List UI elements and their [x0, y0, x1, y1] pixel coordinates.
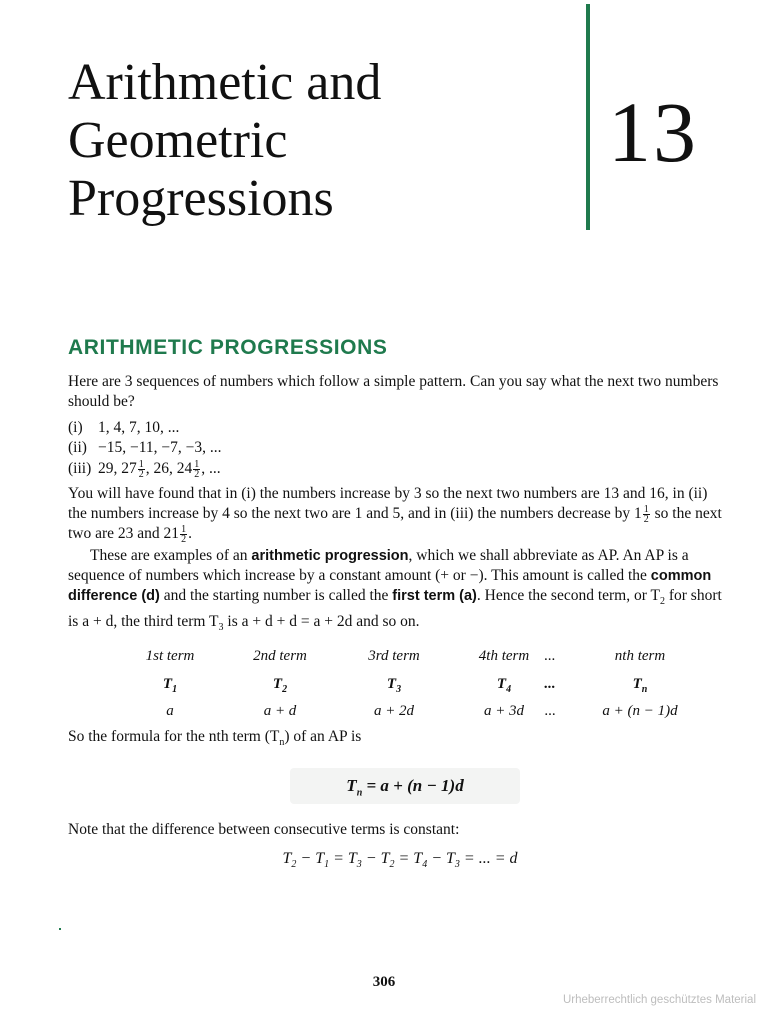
terms-header-row [100, 648, 700, 668]
subscript: 1 [172, 684, 178, 695]
formula-text: = T [329, 850, 357, 867]
formula-text: − T [427, 850, 455, 867]
fraction-denominator: 2 [194, 468, 200, 480]
sequence-label: (ii) [68, 439, 87, 456]
definition-text: and the starting number is called the [159, 587, 393, 604]
symbol-base: T [632, 676, 642, 692]
formula-text: = T [394, 850, 423, 867]
fraction-numerator: 1 [138, 458, 144, 470]
symbol-base: T [272, 676, 283, 692]
subscript: 4 [506, 684, 512, 695]
chapter-title-line-1: Arithmetic and [68, 54, 382, 111]
definition-text: , which we shall abbreviate as AP. An AP is a sequence of numbers which increase by a constant amount (+ or −). This amount is called the [68, 547, 689, 584]
terms-header: 3rd term [368, 648, 420, 664]
copyright-watermark: Urheberrechtlich geschütztes Material [562, 994, 756, 1006]
subscript: 1 [324, 859, 330, 871]
subscript: 2 [291, 859, 297, 871]
fraction-denominator: 2 [643, 513, 649, 525]
fraction-numerator: 1 [643, 503, 649, 515]
sequence-text: 1, 4, 7, 10, ... [98, 419, 180, 436]
terms-value-text: a + 3d [483, 703, 525, 719]
terms-header: 1st term [145, 648, 195, 664]
symbol-base: T [162, 676, 173, 692]
chapter-title-line-2: Geometric [68, 112, 288, 169]
symbol-base: T [386, 676, 397, 692]
terms-symbol [560, 676, 720, 695]
subscript: 2 [389, 859, 395, 871]
sequence-item [68, 438, 222, 458]
term-arithmetic-progression: arithmetic progression [251, 548, 409, 564]
definition-text: is a + d + d = a + 2d and so on. [223, 613, 420, 631]
definition-text: for short is a + d, the third term T [68, 587, 722, 631]
chapter-title-line-3: Progressions [68, 170, 334, 227]
subscript: 3 [356, 859, 362, 871]
formula-text: T [282, 850, 292, 867]
explanation-text-2: so the next two are 23 and 21 [68, 505, 722, 542]
subscript: n [279, 737, 285, 749]
terms-value-text: a + 2d [373, 703, 415, 719]
fraction [193, 460, 200, 479]
fraction [180, 525, 187, 544]
terms-value-text: a + d [263, 703, 297, 719]
stray-mark [59, 928, 61, 930]
term-first-term: first term (a) [392, 588, 477, 604]
formula-intro-text: So the formula for the nth term (T [68, 728, 280, 745]
subscript: 3 [218, 622, 224, 634]
terms-header: 2nd term [253, 648, 307, 664]
subscript: 3 [396, 684, 402, 695]
subscript: n [641, 684, 648, 695]
sequence-text: −15, −11, −7, −3, ... [98, 439, 222, 456]
definition-paragraph [68, 546, 728, 638]
terms-header: 4th term [478, 648, 530, 664]
sequence-label: (iii) [68, 460, 92, 477]
terms-value [560, 703, 720, 720]
fraction-numerator: 1 [181, 523, 187, 535]
chapter-title [68, 54, 568, 228]
fraction [643, 505, 650, 524]
formula-text: − T [361, 850, 390, 867]
subscript: n [356, 787, 363, 799]
fraction-denominator: 2 [181, 533, 187, 545]
page-number: 306 [372, 974, 396, 990]
symbol-base: ... [544, 676, 556, 692]
sequence-item [68, 459, 221, 479]
definition-text: . Hence the second term, or T [476, 587, 660, 604]
terms-symbol-row [100, 676, 700, 696]
subscript: 4 [422, 859, 428, 871]
chapter-number: 13 [608, 84, 698, 180]
nth-term-formula [290, 768, 520, 804]
symbol-base: T [496, 676, 507, 692]
difference-formula [230, 848, 570, 876]
chapter-divider-line [586, 4, 590, 230]
fraction-numerator: 1 [194, 458, 200, 470]
subscript: 2 [659, 596, 665, 608]
explanation-paragraph [68, 484, 728, 544]
formula-text: − T [296, 850, 325, 867]
subscript: 2 [282, 684, 288, 695]
term-common-difference: common difference (d) [68, 568, 712, 604]
sequence-text-start: 29, 27 [98, 460, 137, 477]
note-paragraph: Note that the difference between consecutive terms is constant: [68, 821, 460, 838]
fraction-denominator: 2 [138, 468, 144, 480]
explanation-text-1: You will have found that in (i) the numbers increase by 3 so the next two numbers are 13 and 16, in (ii) the numbers increase by 4 so the next two are 1 and 5, and in (iii) the numbers decrease by 1 [68, 485, 708, 522]
terms-header: ... [544, 648, 556, 664]
formula-text: = ... = d [459, 850, 518, 867]
sequence-text-middle: , 26, 24 [145, 460, 193, 477]
terms-value-row [100, 703, 700, 723]
formula-text: T [346, 776, 357, 795]
terms-value: ... [544, 703, 556, 719]
formula-intro [68, 727, 728, 753]
explanation-text-3: . [188, 525, 192, 542]
section-heading: ARITHMETIC PROGRESSIONS [68, 336, 388, 359]
definition-text: These are examples of an [90, 547, 252, 564]
fraction [138, 460, 145, 479]
formula-text: = a + (n − 1)d [362, 776, 464, 795]
sequence-label: (i) [68, 419, 83, 436]
terms-header: nth term [614, 648, 666, 664]
terms-value-text: a + (n − 1)d [602, 703, 678, 719]
intro-paragraph: Here are 3 sequences of numbers which follow a simple pattern. Can you say what the next two numbers should be? [68, 373, 719, 410]
sequence-item [68, 418, 179, 438]
terms-value-text: a [166, 703, 174, 719]
subscript: 3 [454, 859, 460, 871]
formula-intro-text: ) of an AP is [284, 728, 362, 745]
sequence-text-end: , ... [201, 460, 221, 477]
